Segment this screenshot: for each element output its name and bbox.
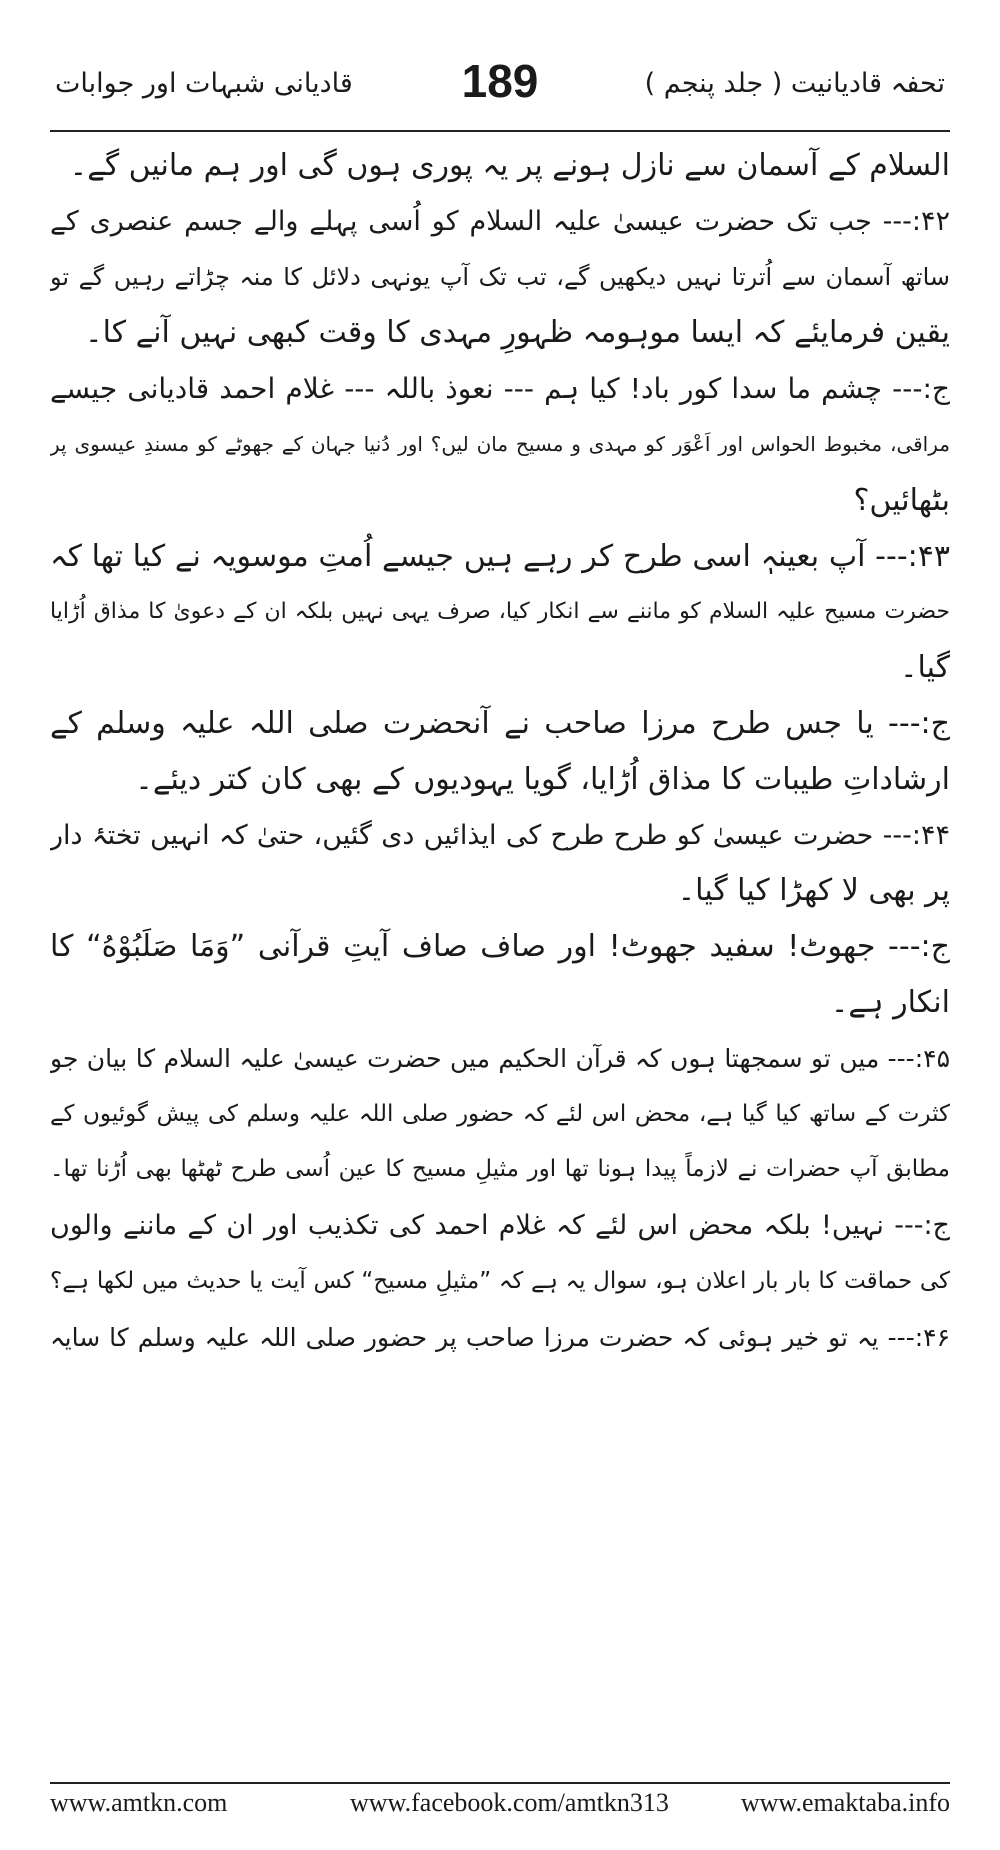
page-header bbox=[0, 55, 1000, 118]
footer-link-emaktaba[interactable]: www.emaktaba.info bbox=[740, 1788, 950, 1817]
page-number: 189 bbox=[461, 55, 539, 107]
page-body bbox=[50, 138, 950, 1366]
text-line: ۴۳:--- آپ بعینہٖ اسی طرح کر رہے ہیں جیسے اُمتِ موسویہ نے کیا تھا کہ bbox=[50, 538, 950, 574]
text-line: پر بھی لا کھڑا کیا گیا۔ bbox=[677, 873, 950, 909]
text-line: بٹھائیں؟ bbox=[853, 482, 950, 518]
text-line: ارشاداتِ طیبات کا مذاق اُڑایا، گویا یہودیوں کے بھی کان کتر دیئے۔ bbox=[135, 761, 950, 797]
book-title: تحفہ قادیانیت ( جلد پنجم ) bbox=[644, 68, 945, 99]
header-rule bbox=[50, 130, 950, 132]
text-line: یقین فرمایئے کہ ایسا موہومہ ظہورِ مہدی کا وقت کبھی نہیں آنے کا۔ bbox=[85, 315, 950, 351]
footer-rule bbox=[50, 1782, 950, 1784]
text-line: مطابق آپ حضرات نے لازماً پیدا ہونا تھا اور مثیلِ مسیح کا عین اُسی طرح ٹھٹھا بھی اُڑنا تھا۔ bbox=[50, 1156, 950, 1183]
text-line: ۴۲:--- جب تک حضرت عیسیٰ علیہ السلام کو اُسی پہلے والے جسم عنصری کے bbox=[50, 205, 950, 237]
text-line: گیا۔ bbox=[899, 650, 950, 686]
text-line: ساتھ آسمان سے اُترتا نہیں دیکھیں گے، تب تک آپ یونہی دلائل کا منہ چڑاتے رہیں گے تو bbox=[50, 262, 950, 291]
text-line: حضرت مسیح علیہ السلام کو ماننے سے انکار کیا، صرف یہی نہیں بلکہ ان کے دعویٰ کا مذاق اُڑایا bbox=[50, 599, 950, 625]
text-line: کثرت کے ساتھ کیا گیا ہے، محض اس لئے کہ حضور صلی اللہ علیہ وسلم کی پیش گوئیوں کے bbox=[50, 1100, 950, 1127]
text-line: ج:--- نہیں! بلکہ محض اس لئے کہ غلام احمد کی تکذیب اور ان کے ماننے والوں bbox=[50, 1210, 950, 1242]
chapter-title: قادیانی شبہات اور جوابات bbox=[55, 68, 353, 99]
text-line: ج:--- یا جس طرح مرزا صاحب نے آنحضرت صلی اللہ علیہ وسلم کے bbox=[50, 705, 950, 741]
text-line: انکار ہے۔ bbox=[830, 984, 950, 1020]
footer-link-facebook[interactable]: www.facebook.com/amtkn313 bbox=[350, 1788, 669, 1817]
text-line: ۴۶:--- یہ تو خیر ہوئی کہ حضرت مرزا صاحب پر حضور صلی اللہ علیہ وسلم کا سایہ bbox=[50, 1322, 950, 1352]
text-line: السلام کے آسمان سے نازل ہونے پر یہ پوری ہوں گی اور ہم مانیں گے۔ bbox=[69, 148, 950, 183]
text-line: کی حماقت کا بار بار اعلان ہو، سوال یہ ہے کہ ”مثیلِ مسیح“ کس آیت یا حدیث میں لکھا ہے؟ bbox=[50, 1267, 950, 1294]
text-line: مراقی، مخبوط الحواس اور اَعْوَر کو مہدی و مسیح مان لیں؟ اور دُنیا جہان کے جھوٹے کو مسندِ عیسوی پر bbox=[50, 431, 950, 456]
page-footer bbox=[50, 1788, 950, 1824]
text-line: ۴۴:--- حضرت عیسیٰ کو طرح طرح کی ایذائیں دی گئیں، حتیٰ کہ انہیں تختۂ دار bbox=[50, 819, 950, 851]
text-line: ۴۵:--- میں تو سمجھتا ہوں کہ قرآن الحکیم میں حضرت عیسیٰ علیہ السلام کا بیان جو bbox=[50, 1043, 950, 1073]
text-line: ج:--- چشم ما سدا کور باد! کیا ہم --- نعوذ باللہ --- غلام احمد قادیانی جیسے bbox=[50, 372, 950, 406]
footer-link-amtkn[interactable]: www.amtkn.com bbox=[50, 1788, 228, 1817]
text-line: ج:--- جھوٹ! سفید جھوٹ! اور صاف صاف آیتِ قرآنی ”وَمَا صَلَبُوْهُ“ کا bbox=[50, 929, 950, 965]
